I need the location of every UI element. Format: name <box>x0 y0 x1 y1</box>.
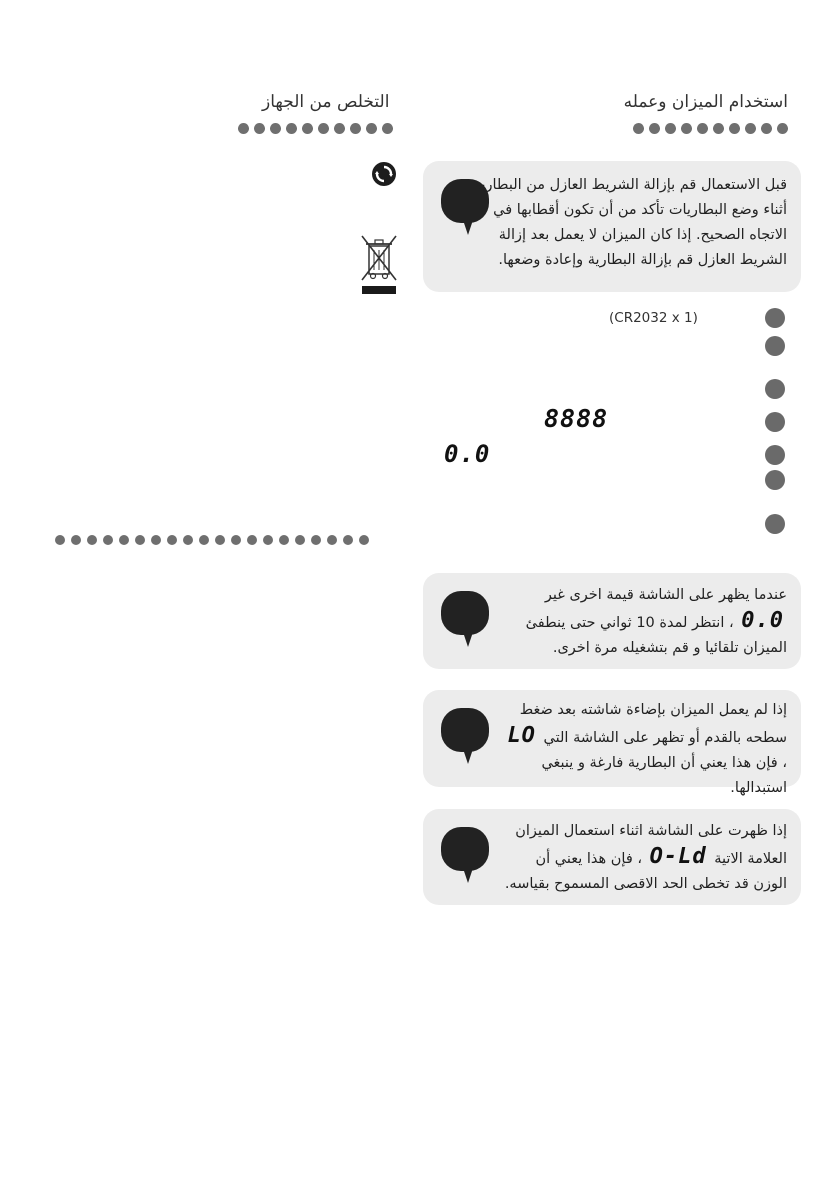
step-bullet <box>765 336 785 356</box>
display-lo-inline: LO <box>507 723 536 748</box>
note-insulation-strip <box>423 161 801 292</box>
step-bullet <box>765 445 785 465</box>
section-title-usage: استخدام الميزان وعمله <box>623 92 788 112</box>
heading-dots-usage <box>633 123 788 134</box>
note-text: قبل الاستعمال قم بإزالة الشريط العازل من البطارية. أثناء وضع البطاريات تأكد من أن تكون أقطابها في الاتجاه الصحيح. إذا كان الميزان لا يعمل بعد إزالة الشريط العازل قم بإزالة البطارية وإعادة وضعها. <box>469 177 787 268</box>
display-all-segments: 8888 <box>544 404 609 433</box>
speech-bubble-icon <box>441 827 489 871</box>
note-zero-reading <box>423 573 801 669</box>
note-text: إذا ظهرت على الشاشة اثناء استعمال الميزان العلامة الاتية O-Ld ، فإن هذا يعني أن الوزن قد تخطى الحد الاقصى المسموح بقياسه. <box>504 823 787 892</box>
speech-bubble-icon <box>441 708 489 752</box>
recycle-icon <box>372 162 396 186</box>
speech-bubble-icon <box>441 591 489 635</box>
battery-spec: (CR2032 x 1) <box>609 310 698 326</box>
crossed-bin-icon <box>360 234 398 296</box>
step-bullet <box>765 470 785 490</box>
note-text: إذا لم يعمل الميزان بإضاءة شاشته بعد ضغط سطحه بالقدم أو تظهر على الشاشة التي LO ، فإن هذا يعني أن البطارية فارغة و ينبغي استبدالها. <box>501 698 787 801</box>
heading-dots-disposal <box>238 123 393 134</box>
step-bullet <box>765 412 785 432</box>
section-divider-dots <box>55 535 369 545</box>
note-text: عندما يظهر على الشاشة قيمة اخرى غير 0.0 ، انتظر لمدة 10 ثواني حتى ينطفئ الميزان تلقائيا و قم بتشغيله مرة اخرى. <box>525 587 787 656</box>
display-zero-inline: 0.0 <box>741 608 784 633</box>
section-title-disposal: التخلص من الجهاز <box>262 92 390 112</box>
step-bullet <box>765 308 785 328</box>
note-overload <box>423 809 801 905</box>
note-low-battery <box>423 690 801 796</box>
display-overload-inline: O-Ld <box>649 844 707 869</box>
step-bullet <box>765 514 785 534</box>
display-zero: 0.0 <box>444 440 491 468</box>
step-bullet <box>765 379 785 399</box>
